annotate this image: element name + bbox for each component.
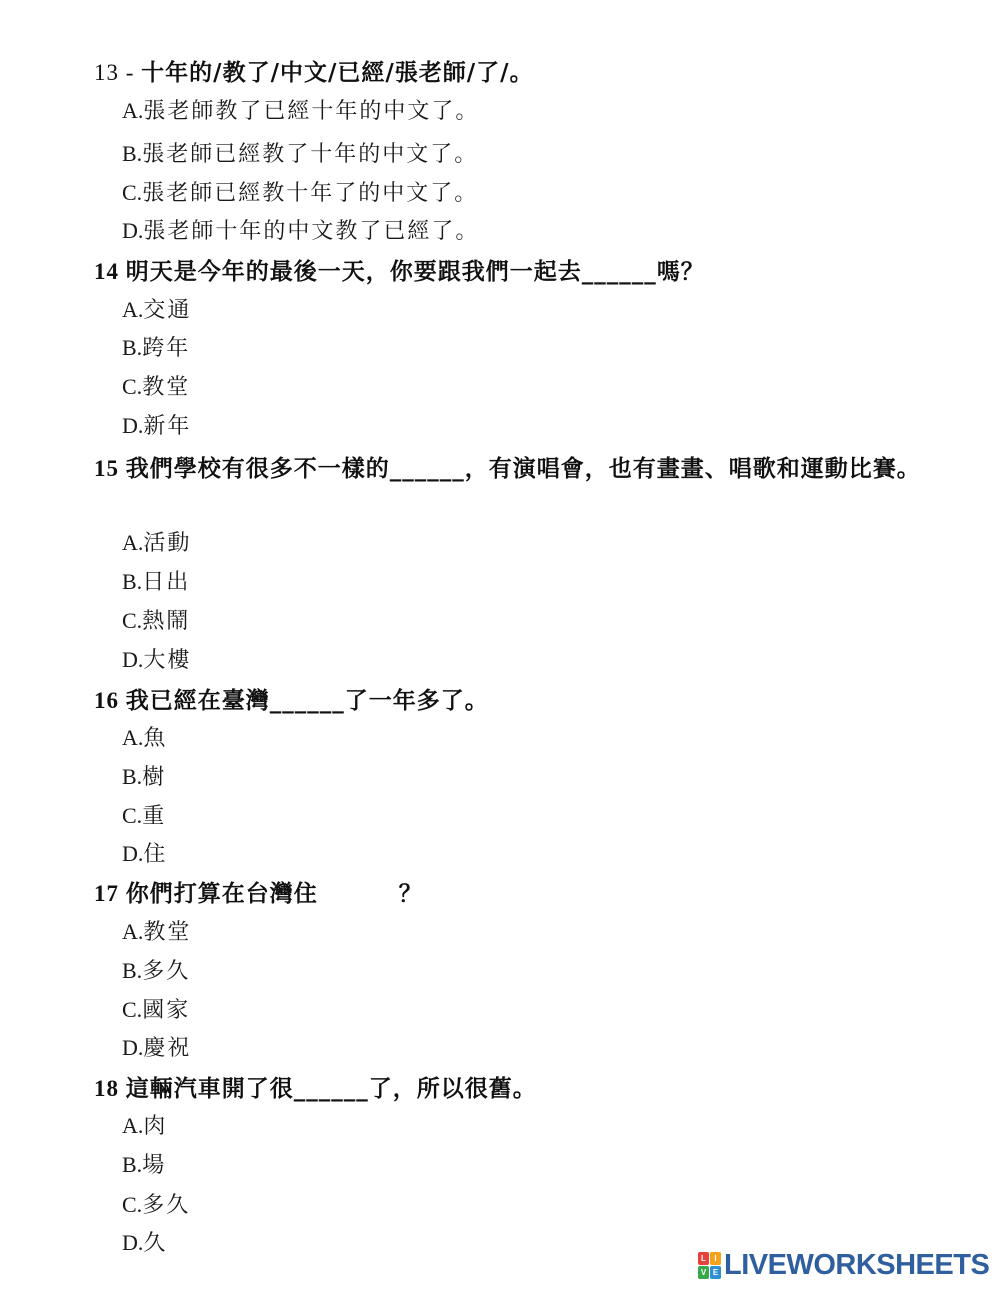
question-16-option-b[interactable]: B.樹 (122, 764, 167, 790)
question-13-option-a[interactable]: A.張老師教了已經十年的中文了。 (122, 98, 480, 124)
question-17-option-b[interactable]: B.多久 (122, 958, 191, 984)
question-18-option-d[interactable]: D.久 (122, 1230, 168, 1256)
question-15-option-d[interactable]: D.大樓 (122, 647, 192, 673)
logo-tile-e: E (710, 1266, 721, 1279)
question-18-option-c[interactable]: C.多久 (122, 1192, 191, 1218)
question-13-option-b[interactable]: B.張老師已經教了十年的中文了。 (122, 141, 479, 167)
question-18-stem: 18 這輛汽車開了很______了，所以很舊。 (94, 1075, 537, 1102)
question-14-option-c[interactable]: C.教堂 (122, 374, 191, 400)
question-16-option-a[interactable]: A.魚 (122, 725, 168, 751)
question-18-option-b[interactable]: B.場 (122, 1152, 167, 1178)
question-17-option-c[interactable]: C.國家 (122, 997, 191, 1023)
question-14-stem: 14 明天是今年的最後一天，你要跟我們一起去______嗎？ (94, 258, 705, 285)
question-13-option-c[interactable]: C.張老師已經教十年了的中文了。 (122, 180, 479, 206)
logo-tile-l: L (698, 1252, 709, 1265)
question-14-option-b[interactable]: B.跨年 (122, 335, 191, 361)
question-16-option-d[interactable]: D.住 (122, 841, 168, 867)
logo-tile-i: I (710, 1252, 721, 1265)
question-14-option-d[interactable]: D.新年 (122, 413, 192, 439)
logo-text: LIVEWORKSHEETS (724, 1248, 990, 1281)
liveworksheets-logo (698, 1250, 989, 1280)
question-17-option-a[interactable]: A.教堂 (122, 919, 192, 945)
question-18-option-a[interactable]: A.肉 (122, 1113, 168, 1139)
question-15-stem: 15 我們學校有很多不一樣的______，有演唱會，也有畫畫、唱歌和運動比賽。 (94, 455, 921, 482)
question-15-option-b[interactable]: B.日出 (122, 569, 191, 595)
question-17-stem: 17 你們打算在台灣住 ？ (94, 880, 423, 907)
question-15-option-c[interactable]: C.熱鬧 (122, 608, 191, 634)
question-13-stem: 13 - 十年的/教了/中文/已經/張老師/了/。 (94, 59, 534, 86)
logo-tile-v: V (698, 1266, 709, 1279)
question-14-option-a[interactable]: A.交通 (122, 297, 192, 323)
question-17-option-d[interactable]: D.慶祝 (122, 1035, 192, 1061)
question-15-option-a[interactable]: A.活動 (122, 530, 192, 556)
question-16-stem: 16 我已經在臺灣______了一年多了。 (94, 687, 489, 714)
question-13-option-d[interactable]: D.張老師十年的中文教了已經了。 (122, 218, 480, 244)
question-16-option-c[interactable]: C.重 (122, 803, 167, 829)
logo-mark-icon (698, 1252, 721, 1279)
